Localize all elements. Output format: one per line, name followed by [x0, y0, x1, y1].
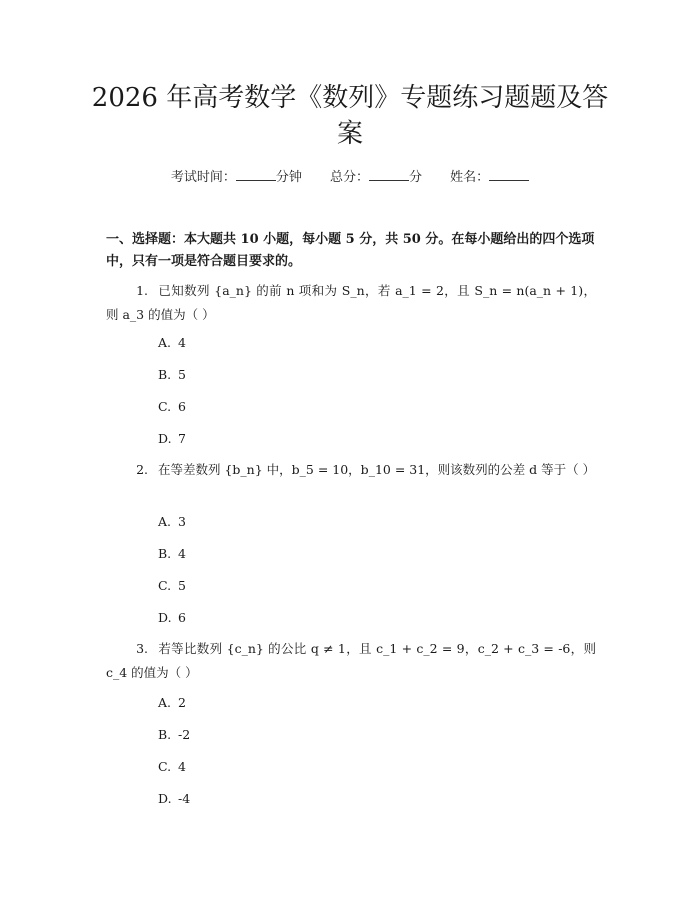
- student-name-label: 姓名：: [450, 170, 490, 185]
- question-number: 2.: [136, 462, 148, 477]
- option-letter: D.: [158, 791, 172, 806]
- option-3d[interactable]: [158, 790, 190, 808]
- question-stem: 已知数列 {a_n} 的前 n 项和为 S_n，若 a_1 = 2，且 S_n = n(a_n + 1)，则 a_3 的值为（ ）: [106, 283, 596, 322]
- option-1a[interactable]: [158, 334, 186, 352]
- option-letter: D.: [158, 431, 172, 446]
- option-letter: B.: [158, 546, 172, 561]
- option-text: -4: [178, 791, 191, 806]
- exam-score: [330, 170, 426, 185]
- question-number: 3.: [136, 641, 148, 656]
- question-stem: 若等比数列 {c_n} 的公比 q ≠ 1，且 c_1 + c_2 = 9，c_2 + c_3 = -6，则 c_4 的值为（ ）: [106, 641, 596, 680]
- question-number: 1.: [136, 283, 148, 298]
- option-letter: A.: [158, 335, 172, 350]
- option-3a[interactable]: [158, 694, 186, 712]
- exam-meta: [0, 168, 700, 188]
- student-name: [450, 170, 529, 185]
- exam-time-unit: 分钟: [275, 170, 302, 185]
- section-heading: 一、选择题：本大题共 10 小题，每小题 5 分，共 50 分。在每小题给出的四个选项中，只有一项是符合题目要求的。: [106, 232, 595, 269]
- option-text: 5: [178, 578, 186, 593]
- option-3c[interactable]: [158, 758, 186, 776]
- option-letter: B.: [158, 367, 172, 382]
- option-letter: C.: [158, 578, 172, 593]
- question-1: [106, 279, 596, 327]
- option-1c[interactable]: [158, 398, 186, 416]
- option-text: -2: [178, 727, 191, 742]
- option-letter: C.: [158, 759, 172, 774]
- option-letter: A.: [158, 695, 172, 710]
- exam-time: [171, 170, 306, 185]
- option-1d[interactable]: [158, 430, 186, 448]
- option-letter: D.: [158, 610, 172, 625]
- question-2: [106, 458, 596, 482]
- document-title: 2026 年高考数学《数列》专题练习题题及答案: [91, 83, 609, 149]
- option-letter: B.: [158, 727, 172, 742]
- option-text: 4: [178, 759, 186, 774]
- student-name-blank[interactable]: [489, 169, 529, 181]
- option-3b[interactable]: [158, 726, 190, 744]
- option-text: 4: [178, 546, 186, 561]
- question-3: [106, 637, 596, 685]
- question-stem: 在等差数列 {b_n} 中，b_5 = 10，b_10 = 31，则该数列的公差 d 等于（ ）: [158, 462, 596, 477]
- option-text: 7: [178, 431, 186, 446]
- option-2a[interactable]: [158, 513, 186, 531]
- option-text: 5: [178, 367, 186, 382]
- option-1b[interactable]: [158, 366, 186, 384]
- exam-score-unit: 分: [409, 170, 423, 185]
- option-text: 4: [178, 335, 186, 350]
- option-letter: C.: [158, 399, 172, 414]
- option-2c[interactable]: [158, 577, 186, 595]
- exam-time-blank[interactable]: [236, 169, 276, 181]
- exam-score-blank[interactable]: [369, 169, 409, 181]
- option-letter: A.: [158, 514, 172, 529]
- option-2b[interactable]: [158, 545, 186, 563]
- exam-time-label: 考试时间：: [170, 170, 236, 185]
- option-2d[interactable]: [158, 609, 186, 627]
- option-text: 6: [178, 399, 186, 414]
- exam-score-label: 总分：: [329, 170, 369, 185]
- option-text: 3: [178, 514, 186, 529]
- option-text: 2: [178, 695, 186, 710]
- option-text: 6: [178, 610, 186, 625]
